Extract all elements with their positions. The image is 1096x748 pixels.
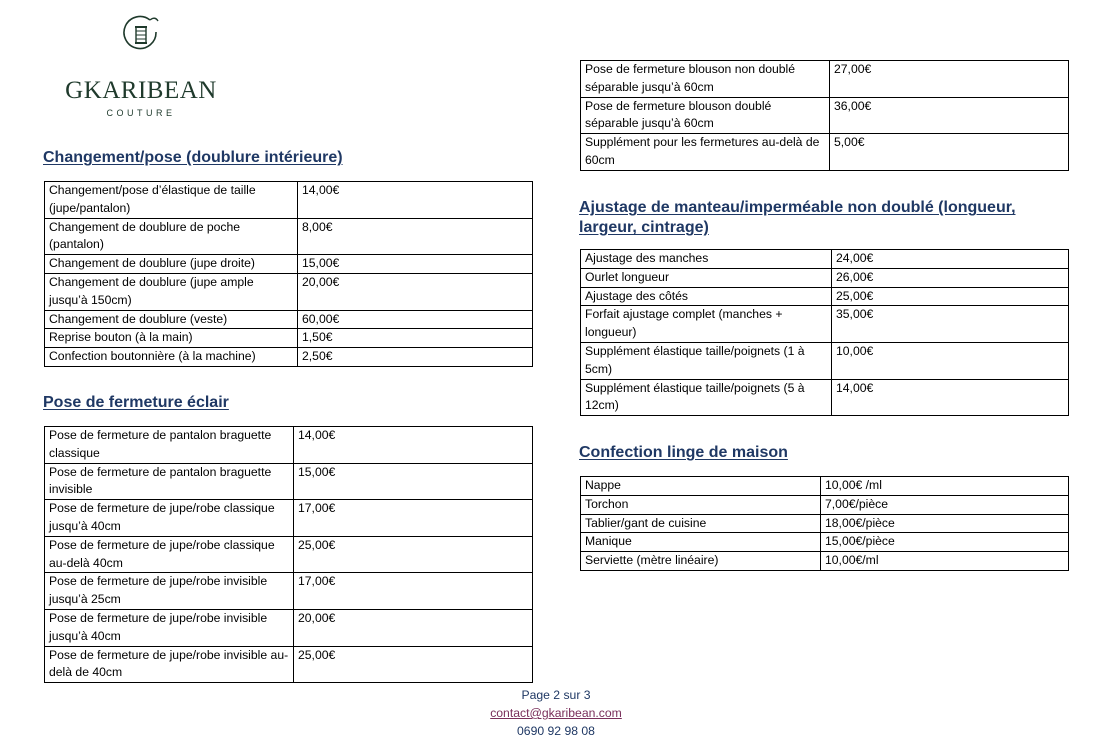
price-value: 20,00€ (298, 273, 533, 310)
price-value: 35,00€ (832, 306, 1069, 343)
service-label: Supplément élastique taille/poignets (5 à 12cm) (581, 379, 832, 416)
price-value: 15,00€ (298, 255, 533, 274)
table-row (45, 609, 533, 646)
table-row (45, 273, 533, 310)
service-label: Pose de fermeture de jupe/robe classique au-delà 40cm (45, 536, 294, 573)
service-label: Pose de fermeture de pantalon braguette invisible (45, 463, 294, 500)
price-value: 2,50€ (298, 348, 533, 367)
table-row (581, 134, 1069, 171)
service-label: Manique (581, 533, 821, 552)
price-value: 17,00€ (294, 500, 533, 537)
table-row (581, 533, 1069, 552)
price-value: 20,00€ (294, 609, 533, 646)
price-value: 15,00€ (294, 463, 533, 500)
table-row (45, 646, 533, 683)
spool-logo-icon (121, 14, 161, 58)
service-label: Changement de doublure (jupe droite) (45, 255, 298, 274)
page-number: Page 2 sur 3 (521, 688, 591, 702)
service-label: Nappe (581, 477, 821, 496)
service-label: Serviette (mètre linéaire) (581, 552, 821, 571)
price-value: 25,00€ (294, 536, 533, 573)
table-row (45, 255, 533, 274)
service-label: Changement de doublure (jupe ample jusqu’à 150cm) (45, 273, 298, 310)
service-label: Torchon (581, 495, 821, 514)
service-label: Changement de doublure (veste) (45, 310, 298, 329)
service-label: Pose de fermeture de pantalon braguette classique (45, 427, 294, 464)
price-table-fermeture (44, 426, 533, 683)
table-row (581, 306, 1069, 343)
price-value: 14,00€ (298, 182, 533, 219)
table-row (45, 182, 533, 219)
section-title-ajustage: Ajustage de manteau/imperméable non doublé (longueur, largeur, cintrage) (579, 199, 1016, 236)
price-value: 14,00€ (294, 427, 533, 464)
service-label: Ourlet longueur (581, 268, 832, 287)
table-row (45, 536, 533, 573)
service-label: Confection boutonnière (à la machine) (45, 348, 298, 367)
section-title-fermeture: Pose de fermeture éclair (43, 394, 229, 411)
brand-name: GKARIBEAN (65, 77, 217, 104)
table-row (581, 61, 1069, 98)
table-row (581, 250, 1069, 269)
service-label: Pose de fermeture blouson doublé séparable jusqu’à 60cm (581, 97, 830, 134)
service-label: Changement de doublure de poche (pantalon) (45, 218, 298, 255)
service-label: Tablier/gant de cuisine (581, 514, 821, 533)
service-label: Changement/pose d’élastique de taille (jupe/pantalon) (45, 182, 298, 219)
table-row (45, 310, 533, 329)
service-label: Supplément élastique taille/poignets (1 à 5cm) (581, 342, 832, 379)
service-label: Pose de fermeture blouson non doublé séparable jusqu’à 60cm (581, 61, 830, 98)
table-row (581, 342, 1069, 379)
price-value: 26,00€ (832, 268, 1069, 287)
contact-phone: 0690 92 98 08 (517, 724, 595, 738)
price-value: 8,00€ (298, 218, 533, 255)
table-row (45, 218, 533, 255)
service-label: Forfait ajustage complet (manches + longueur) (581, 306, 832, 343)
table-row (581, 97, 1069, 134)
table-row (45, 463, 533, 500)
price-table-linge (580, 476, 1069, 571)
brand-logo (50, 14, 232, 118)
table-row (45, 329, 533, 348)
section-title-doublure: Changement/pose (doublure intérieure) (43, 149, 343, 166)
price-value: 25,00€ (832, 287, 1069, 306)
table-row (581, 268, 1069, 287)
service-label: Pose de fermeture de jupe/robe invisible jusqu’à 25cm (45, 573, 294, 610)
price-table-blouson (580, 60, 1069, 171)
brand-tagline: COUTURE (106, 108, 176, 118)
price-value: 5,00€ (830, 134, 1069, 171)
price-value: 27,00€ (830, 61, 1069, 98)
table-row (45, 427, 533, 464)
service-label: Pose de fermeture de jupe/robe classique jusqu’à 40cm (45, 500, 294, 537)
section-title-linge: Confection linge de maison (579, 444, 788, 461)
table-row (45, 573, 533, 610)
table-row (45, 500, 533, 537)
service-label: Pose de fermeture de jupe/robe invisible jusqu’à 40cm (45, 609, 294, 646)
table-row (581, 477, 1069, 496)
contact-email-link[interactable]: contact@gkaribean.com (490, 706, 622, 720)
price-value: 7,00€/pièce (821, 495, 1069, 514)
price-value: 24,00€ (832, 250, 1069, 269)
table-row (581, 514, 1069, 533)
price-value: 36,00€ (830, 97, 1069, 134)
price-table-doublure (44, 181, 533, 367)
price-value: 60,00€ (298, 310, 533, 329)
price-value: 18,00€/pièce (821, 514, 1069, 533)
service-label: Pose de fermeture de jupe/robe invisible au-delà de 40cm (45, 646, 294, 683)
page-footer (456, 686, 656, 740)
price-value: 1,50€ (298, 329, 533, 348)
price-value: 25,00€ (294, 646, 533, 683)
service-label: Reprise bouton (à la main) (45, 329, 298, 348)
price-value: 17,00€ (294, 573, 533, 610)
price-value: 10,00€/ml (821, 552, 1069, 571)
service-label: Ajustage des côtés (581, 287, 832, 306)
service-label: Ajustage des manches (581, 250, 832, 269)
table-row (45, 348, 533, 367)
service-label: Supplément pour les fermetures au-delà de 60cm (581, 134, 830, 171)
table-row (581, 287, 1069, 306)
table-row (581, 552, 1069, 571)
table-row (581, 495, 1069, 514)
price-table-ajustage (580, 249, 1069, 416)
price-value: 15,00€/pièce (821, 533, 1069, 552)
price-value: 10,00€ (832, 342, 1069, 379)
price-value: 10,00€ /ml (821, 477, 1069, 496)
table-row (581, 379, 1069, 416)
price-value: 14,00€ (832, 379, 1069, 416)
